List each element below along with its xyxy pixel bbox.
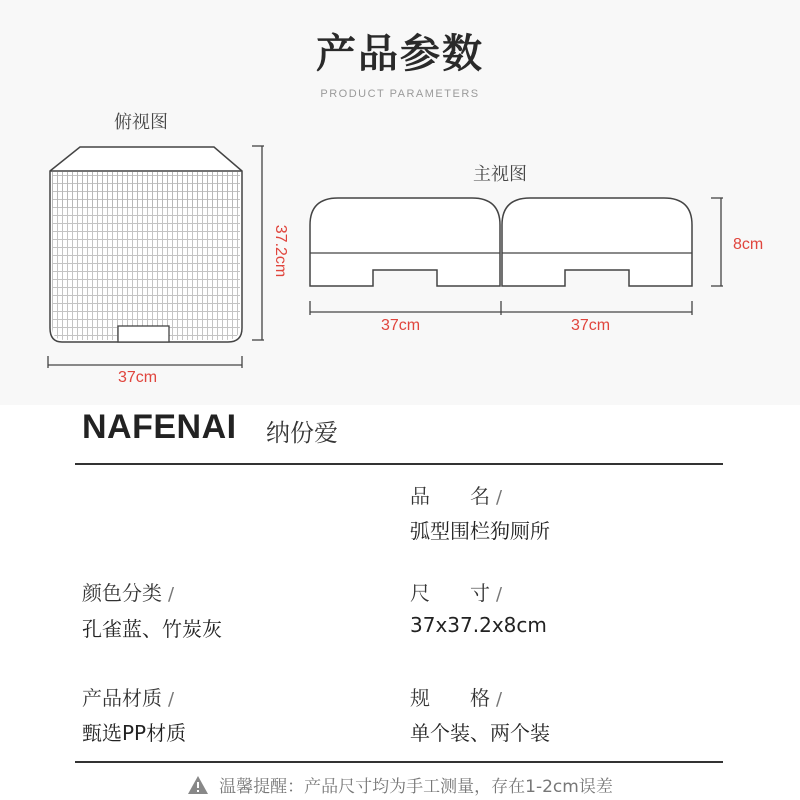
page-title: 产品参数: [316, 31, 484, 77]
brand-name-cn: 纳份爱: [266, 419, 338, 447]
product-name-value: 弧型围栏狗厕所: [410, 519, 550, 543]
top-view-drawing: [48, 146, 264, 368]
brand-logo: NAFENAI: [82, 408, 237, 446]
front-view-drawing: [310, 198, 723, 315]
divider-top: [75, 463, 723, 465]
size-value: 37x37.2x8cm: [410, 613, 547, 637]
warning-triangle-icon: [187, 775, 209, 800]
front-view-right-width-label: 37cm: [571, 317, 611, 334]
top-view-depth-label: 37.2cm: [272, 224, 289, 278]
spec-label: 规 格 /: [410, 686, 503, 710]
front-view-height-label: 8cm: [733, 236, 764, 253]
top-view-width-label: 37cm: [118, 369, 158, 386]
measurement-warning: 温馨提醒：产品尺寸均为手工测量，存在1-2cm误差: [0, 772, 800, 800]
divider-bottom: [75, 761, 723, 763]
color-value: 孔雀蓝、竹炭灰: [82, 617, 222, 641]
front-view-label: 主视图: [473, 164, 527, 185]
product-name-label: 品 名 /: [410, 484, 503, 508]
material-label: 产品材质 /: [82, 686, 175, 710]
spec-value: 单个装、两个装: [410, 721, 550, 745]
material-value: 甄选PP材质: [82, 721, 187, 745]
size-label: 尺 寸 /: [410, 581, 503, 605]
page-subtitle: PRODUCT PARAMETERS: [320, 88, 480, 100]
front-view-left-width-label: 37cm: [381, 317, 421, 334]
color-label: 颜色分类 /: [82, 581, 175, 605]
top-view-label: 俯视图: [114, 112, 168, 133]
